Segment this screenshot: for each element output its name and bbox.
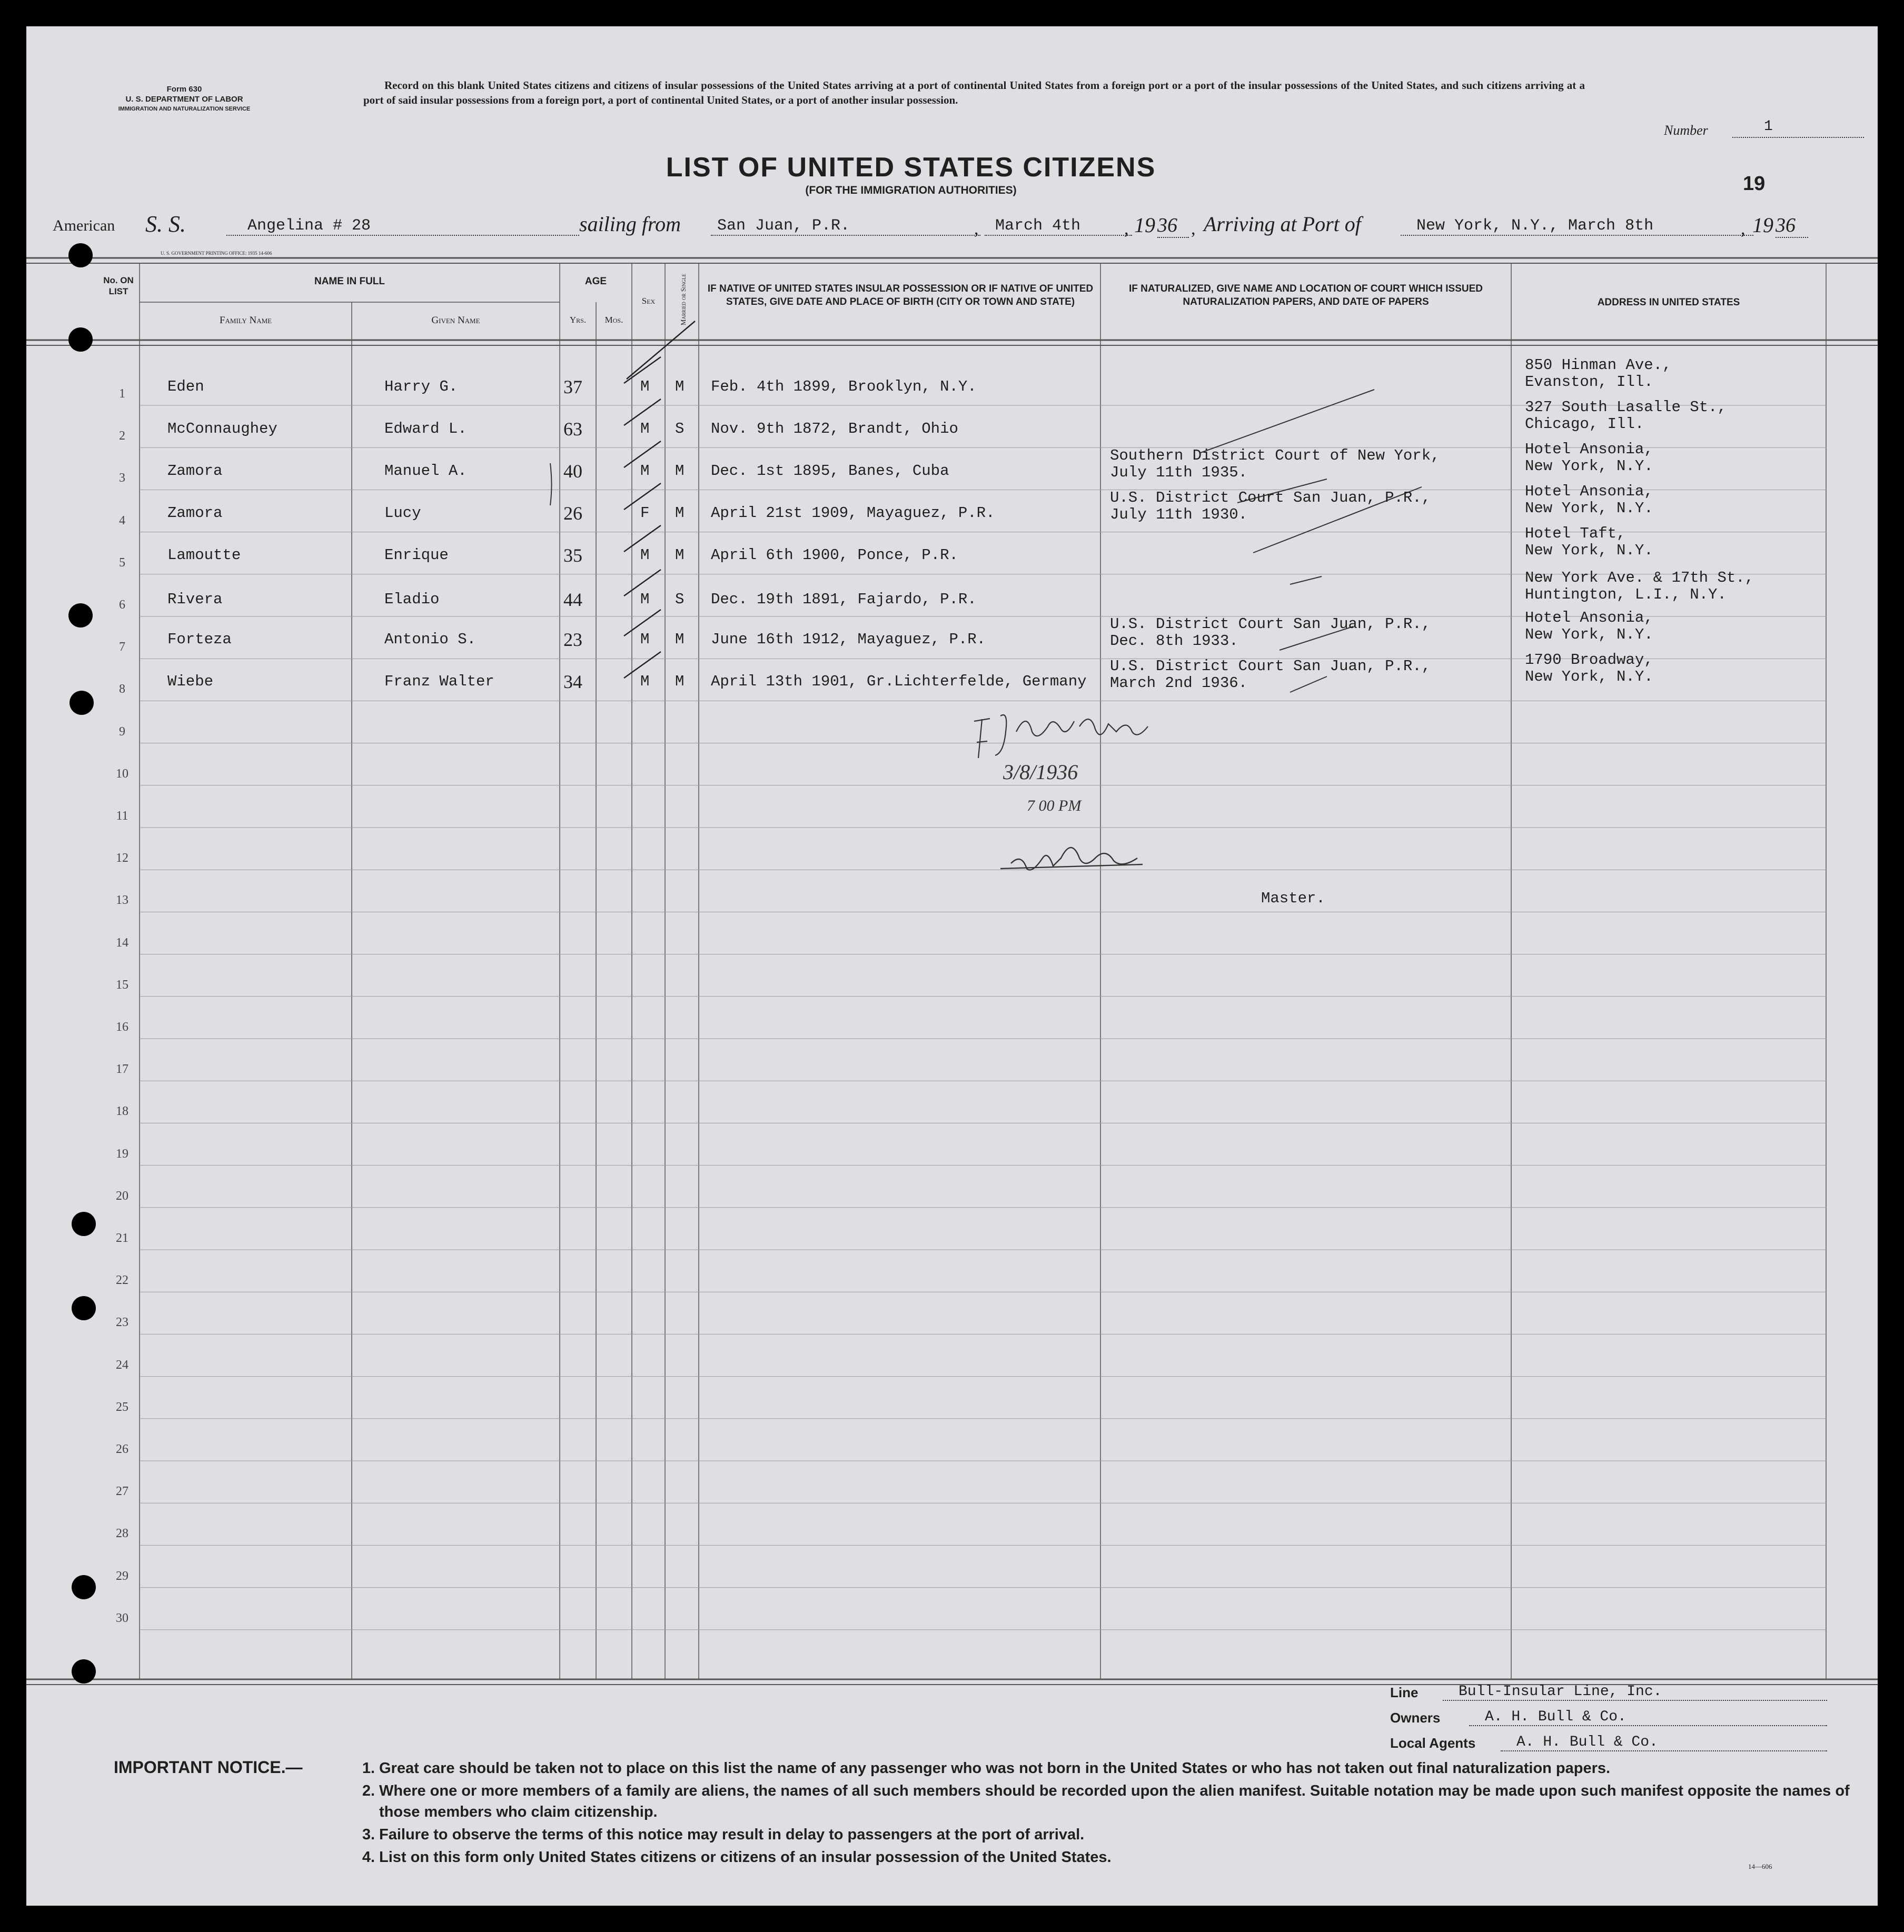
arrival-year-prefix: 19	[1752, 213, 1773, 237]
agency-name: U. S. DEPARTMENT OF LABOR	[125, 95, 243, 104]
notice-number: 1.	[362, 1760, 375, 1777]
naturalization-court: Southern District Court of New York,	[1110, 447, 1440, 464]
birthplace-date: Nov. 9th 1872, Brandt, Ohio	[711, 420, 958, 437]
row-number: 12	[116, 851, 128, 865]
row-number: 27	[116, 1485, 128, 1499]
agents-label: Local Agents	[1390, 1735, 1476, 1751]
address-city: Evanston, Ill.	[1525, 373, 1653, 391]
row-number: 24	[116, 1358, 128, 1372]
marital-status: S	[675, 420, 685, 437]
family-name: McConnaughey	[167, 420, 277, 437]
row-number: 1	[119, 387, 125, 401]
col-naturalized: IF NATURALIZED, GIVE NAME AND LOCATION OF COURT WHICH ISSUED NATURALIZATION PAPERS, AND DATE OF PAPERS	[1128, 283, 1483, 307]
master-label: Master.	[1261, 890, 1325, 907]
notice-text: Where one or more members of a family are aliens, the names of all such members should be recorded upon the alien manifest. Suitable notation may be made upon such manifest opposite the names of those members who claim citizenship.	[379, 1782, 1850, 1820]
punch-hole	[68, 327, 93, 352]
notice-item	[353, 1847, 1885, 1868]
row-number: 3	[119, 471, 125, 485]
row-number: 20	[116, 1189, 128, 1203]
birthplace-date: April 21st 1909, Mayaguez, P.R.	[711, 504, 995, 522]
punch-hole	[70, 691, 94, 715]
row-number: 18	[116, 1104, 128, 1119]
printer-note: U. S. GOVERNMENT PRINTING OFFICE: 1935 14-606	[161, 251, 272, 256]
naturalization-date: Dec. 8th 1933.	[1110, 632, 1238, 650]
notice-item	[353, 1758, 1885, 1779]
sex: M	[640, 546, 650, 564]
service-name: IMMIGRATION AND NATURALIZATION SERVICE	[118, 106, 251, 112]
notice-number: 3.	[362, 1826, 375, 1843]
sex: M	[640, 631, 650, 648]
birthplace-date: April 13th 1901, Gr.Lichterfelde, Germany	[711, 673, 1087, 690]
row-number: 11	[116, 809, 128, 823]
row-number: 14	[116, 935, 128, 950]
arrival-port-date: New York, N.Y., March 8th	[1401, 217, 1753, 236]
sex: M	[640, 673, 650, 690]
age-years: 40	[563, 461, 582, 482]
address-city: New York, N.Y.	[1525, 457, 1653, 475]
nationality: American	[53, 217, 115, 234]
line-label: Line	[1390, 1685, 1419, 1700]
inspector-signature	[969, 700, 1264, 921]
sex: M	[640, 420, 650, 437]
given-name: Harry G.	[384, 378, 458, 395]
address-city: New York, N.Y.	[1525, 668, 1653, 685]
marital-status: M	[675, 673, 685, 690]
row-number: 30	[116, 1611, 128, 1625]
naturalization-court: U.S. District Court San Juan, P.R.,	[1110, 489, 1431, 506]
sex: M	[640, 378, 650, 395]
given-name: Lucy	[384, 504, 421, 522]
col-married-single: Married or Single	[679, 273, 687, 326]
notice-item	[353, 1780, 1885, 1823]
departure-year-prefix: 19	[1134, 213, 1155, 237]
page-subtitle: (FOR THE IMMIGRATION AUTHORITIES)	[805, 184, 1017, 196]
col-address: ADDRESS IN UNITED STATES	[1597, 297, 1740, 308]
naturalization-date: July 11th 1930.	[1110, 506, 1248, 523]
row-number: 21	[116, 1231, 128, 1245]
address-city: New York, N.Y.	[1525, 626, 1653, 643]
given-name: Antonio S.	[384, 631, 477, 648]
agents-value: A. H. Bull & Co.	[1501, 1734, 1827, 1751]
row-number: 4	[119, 513, 125, 527]
age-years: 23	[563, 629, 582, 650]
notice-text: Failure to observe the terms of this notice may result in delay to passengers at the port of arrival.	[379, 1826, 1085, 1843]
given-name: Franz Walter	[384, 673, 494, 690]
punch-hole	[72, 1212, 96, 1236]
marital-status: M	[675, 504, 685, 522]
form-code: 14—606	[1748, 1863, 1772, 1870]
row-number: 6	[119, 598, 125, 612]
notice-number: 2.	[362, 1782, 375, 1799]
marital-status: M	[675, 462, 685, 480]
birthplace-date: Dec. 1st 1895, Banes, Cuba	[711, 462, 949, 480]
family-name: Forteza	[167, 631, 232, 648]
row-number: 8	[119, 682, 125, 696]
sailing-from-label: sailing from	[579, 212, 681, 236]
row-number: 22	[116, 1273, 128, 1288]
address-street: New York Ave. & 17th St.,	[1525, 569, 1754, 586]
row-number: 26	[116, 1442, 128, 1456]
row-number: 9	[119, 724, 125, 739]
col-sex: Sex	[641, 296, 656, 306]
marital-status: S	[675, 591, 685, 608]
notice-text: Great care should be taken not to place on this list the name of any passenger who was not born in the United States or who has not taken out final naturalization papers.	[379, 1760, 1611, 1777]
row-number: 10	[116, 766, 128, 781]
notice-title: IMPORTANT NOTICE.—	[114, 1758, 303, 1777]
line-value: Bull-Insular Line, Inc.	[1443, 1684, 1827, 1701]
owners-label: Owners	[1390, 1710, 1441, 1726]
marital-status: M	[675, 378, 685, 395]
notice-item	[353, 1824, 1885, 1845]
marital-status: M	[675, 631, 685, 648]
punch-hole	[72, 1659, 96, 1684]
row-number: 17	[116, 1062, 128, 1077]
arriving-label: Arriving at Port of	[1204, 212, 1361, 236]
family-name: Wiebe	[167, 673, 214, 690]
age-years: 35	[563, 545, 582, 566]
age-years: 63	[563, 419, 582, 440]
row-number: 29	[116, 1569, 128, 1583]
punch-hole	[68, 603, 93, 628]
row-number: 25	[116, 1400, 128, 1414]
page-title: LIST OF UNITED STATES CITIZENS	[666, 152, 1156, 183]
manifest-sheet: Form 630 U. S. DEPARTMENT OF LABOR IMMIGRATION AND NATURALIZATION SERVICE Record on this blank United States citizens and citizens of insular possessions of the United States arriving at a port of continental United States from a foreign port or a port of the insular possessions of the United States, and such citizens arriving at a port of said insular possessions from a foreign port, a port of continental United States, or a port of another insular possession. Number 1 LIST OF UNITED STATES CITIZENS (FOR THE IMMIGRATION AUTHORITIES) 19 American S. S. Angelina # 28 sailing from San Juan, P.R. , March 4th , 19 36 , Arriving at Port of New York, N.Y., March 8th , 19 36 U. S. GOVERNMENT PRINTING OFFICE: 1935 14-606 No. ON LIST NAME IN FULL Family Name Given Name AGE Yrs. Mos. Sex Married or Single IF NATIVE OF UNITED STATES INSULAR POSSESSION OR IF NATIVE OF UNITED STATES, GIVE DATE AND PLACE OF BIRTH (CITY OR TOWN AND STATE) IF NATURALIZED, GIVE NAME AND LOCATION OF COURT WHICH ISSUED NATURALIZATION PAPERS, AND DATE OF PAPERS ADDRESS IN UNITED STATES 1 2 3 4 5 6 7 8 9 10 11 12 13 14 15 16 17 18 19 20 21 22 23 24 25 26 27 28 29 30 Eden Harry G. 37 M M Feb. 4th 1899, Brooklyn, N.Y. 850 Hinman Ave., Evanston, Ill. McConnaughey Edward L. 63 M S Nov. 9th 1872, Brandt, Ohio 327 South Lasalle St., Chicago, Ill. Zamora Manuel A. 40 M M Dec. 1st 1895, Banes, Cuba Southern District Court of New York, July 11th 1935. Hotel Ansonia, New York, N.Y. Zamora Lucy 26 F M April 21st 1909, Mayaguez, P.R. U.S. District Court San Juan, P.R., July 11th 1930. Hotel Ansonia, New York, N.Y. Lamoutte Enrique 35 M M April 6th 1900, Ponce, P.R. Hotel Taft, New York, N.Y. Rivera Eladio 44 M S Dec. 19th 1891, Fajardo, P.R. New York Ave. & 17th St., Huntington, L.I., N.Y. Forteza Antonio S. 23 M M June 16th 1912, Mayaguez, P.R. U.S. District Court San Juan, P.R., Dec. 8th 1933. Hotel Ansonia, New York, N.Y. Wiebe Franz Walter 34 M M April 13th 1901, Gr.Lichterfelde, Germany U.S. District Court San Juan, P.R., March 2nd 1936. 1790 Broadway, New York, N.Y. 3/8/1936 7 00 PM Master. Line Bull-Insular Line, Inc. Owners A. H. Bull & Co. Local Agents A. H. Bull & Co. IMPORTANT NOTICE.— 1. Great care should be taken not to place on this list the name of any passenger who was not born in the United States or who has not taken out final naturalization papers. 2. Where one or more members of a family are aliens, the names of all such members should be recorded upon the alien manifest. Suitable notation may be made upon such manifest opposite the names of those members who claim citizenship. 3. Failure to observe the terms of this notice may result in delay to passengers at the port of arrival. 4. List on this form only United States citizens or citizens of an insular possession of the United States. 14—606	[26, 26, 1878, 1906]
notice-text: List on this form only United States citizens or citizens of an insular possession of the United States.	[379, 1849, 1112, 1866]
row-number: 16	[116, 1020, 128, 1034]
row-number: 28	[116, 1527, 128, 1541]
row-number: 5	[119, 555, 125, 570]
col-name-in-full: NAME IN FULL	[314, 276, 385, 287]
form-number: Form 630	[166, 85, 202, 94]
sex: M	[640, 462, 650, 480]
address-street: Hotel Ansonia,	[1525, 441, 1653, 458]
naturalization-date: March 2nd 1936.	[1110, 674, 1248, 692]
naturalization-date: July 11th 1935.	[1110, 464, 1248, 481]
family-name: Lamoutte	[167, 546, 241, 564]
punch-hole	[72, 1296, 96, 1320]
marital-status: M	[675, 546, 685, 564]
row-number: 13	[116, 893, 128, 908]
punch-hole	[72, 1575, 96, 1599]
col-no-on-list: No. ON LIST	[103, 275, 134, 296]
sex: F	[640, 504, 650, 522]
birthplace-date: April 6th 1900, Ponce, P.R.	[711, 546, 958, 564]
owners-value: A. H. Bull & Co.	[1469, 1709, 1827, 1726]
naturalization-court: U.S. District Court San Juan, P.R.,	[1110, 615, 1431, 633]
col-family-name: Family Name	[219, 315, 272, 326]
address-city: Chicago, Ill.	[1525, 415, 1644, 433]
departure-year-suffix: 36	[1157, 214, 1189, 238]
row-number: 15	[116, 978, 128, 992]
col-age-yrs: Yrs.	[569, 315, 587, 325]
col-given-name: Given Name	[431, 315, 480, 326]
address-street: Hotel Ansonia,	[1525, 483, 1653, 500]
col-age-mos: Mos.	[604, 315, 623, 325]
address-city: New York, N.Y.	[1525, 542, 1653, 559]
age-years: 34	[563, 671, 582, 692]
row-number: 19	[116, 1147, 128, 1161]
age-years: 37	[563, 376, 582, 397]
col-age: AGE	[584, 276, 607, 287]
number-value: 1	[1764, 118, 1773, 135]
row-number: 2	[119, 429, 125, 443]
address-city: Huntington, L.I., N.Y.	[1525, 586, 1727, 603]
row-number: 7	[119, 640, 125, 654]
notice-number: 4.	[362, 1849, 375, 1866]
address-street: Hotel Taft,	[1525, 525, 1626, 542]
family-name: Zamora	[167, 462, 223, 480]
given-name: Eladio	[384, 591, 440, 608]
vessel-name: Angelina # 28	[226, 217, 579, 236]
address-street: 850 Hinman Ave.,	[1525, 356, 1672, 374]
page-number: 19	[1743, 173, 1766, 195]
family-name: Rivera	[167, 591, 223, 608]
given-name: Edward L.	[384, 420, 467, 437]
arrival-year-suffix: 36	[1776, 214, 1808, 238]
ss-label: S. S.	[145, 211, 186, 237]
form-instructions: Record on this blank United States citizens and citizens of insular possessions of the United States arriving at a port of continental United States from a foreign port or a port of the insular possessions of the United States, and such citizens arriving at a port of said insular possessions from a foreign port, a port of continental United States, or a port of another insular possession.	[363, 79, 1585, 106]
address-street: Hotel Ansonia,	[1525, 609, 1653, 626]
col-birth: IF NATIVE OF UNITED STATES INSULAR POSSESSION OR IF NATIVE OF UNITED STATES, GIVE DATE AND PLACE OF BIRTH (CITY OR TOWN AND STATE)	[707, 283, 1094, 307]
family-name: Eden	[167, 378, 204, 395]
birthplace-date: June 16th 1912, Mayaguez, P.R.	[711, 631, 986, 648]
inspection-time: 7 00 PM	[1027, 797, 1082, 814]
age-years: 44	[563, 589, 582, 610]
sex: M	[640, 591, 650, 608]
address-street: 327 South Lasalle St.,	[1525, 399, 1727, 416]
row-number: 23	[116, 1316, 128, 1330]
address-city: New York, N.Y.	[1525, 500, 1653, 517]
number-label: Number	[1664, 123, 1708, 138]
age-years: 26	[563, 503, 582, 524]
punch-hole	[68, 243, 93, 267]
departure-date: March 4th	[985, 217, 1132, 236]
address-street: 1790 Broadway,	[1525, 651, 1653, 669]
birthplace-date: Dec. 19th 1891, Fajardo, P.R.	[711, 591, 977, 608]
birthplace-date: Feb. 4th 1899, Brooklyn, N.Y.	[711, 378, 977, 395]
naturalization-court: U.S. District Court San Juan, P.R.,	[1110, 658, 1431, 675]
family-name: Zamora	[167, 504, 223, 522]
given-name: Enrique	[384, 546, 449, 564]
given-name: Manuel A.	[384, 462, 467, 480]
inspection-date: 3/8/1936	[1003, 760, 1078, 784]
departure-port: San Juan, P.R.	[711, 217, 980, 236]
